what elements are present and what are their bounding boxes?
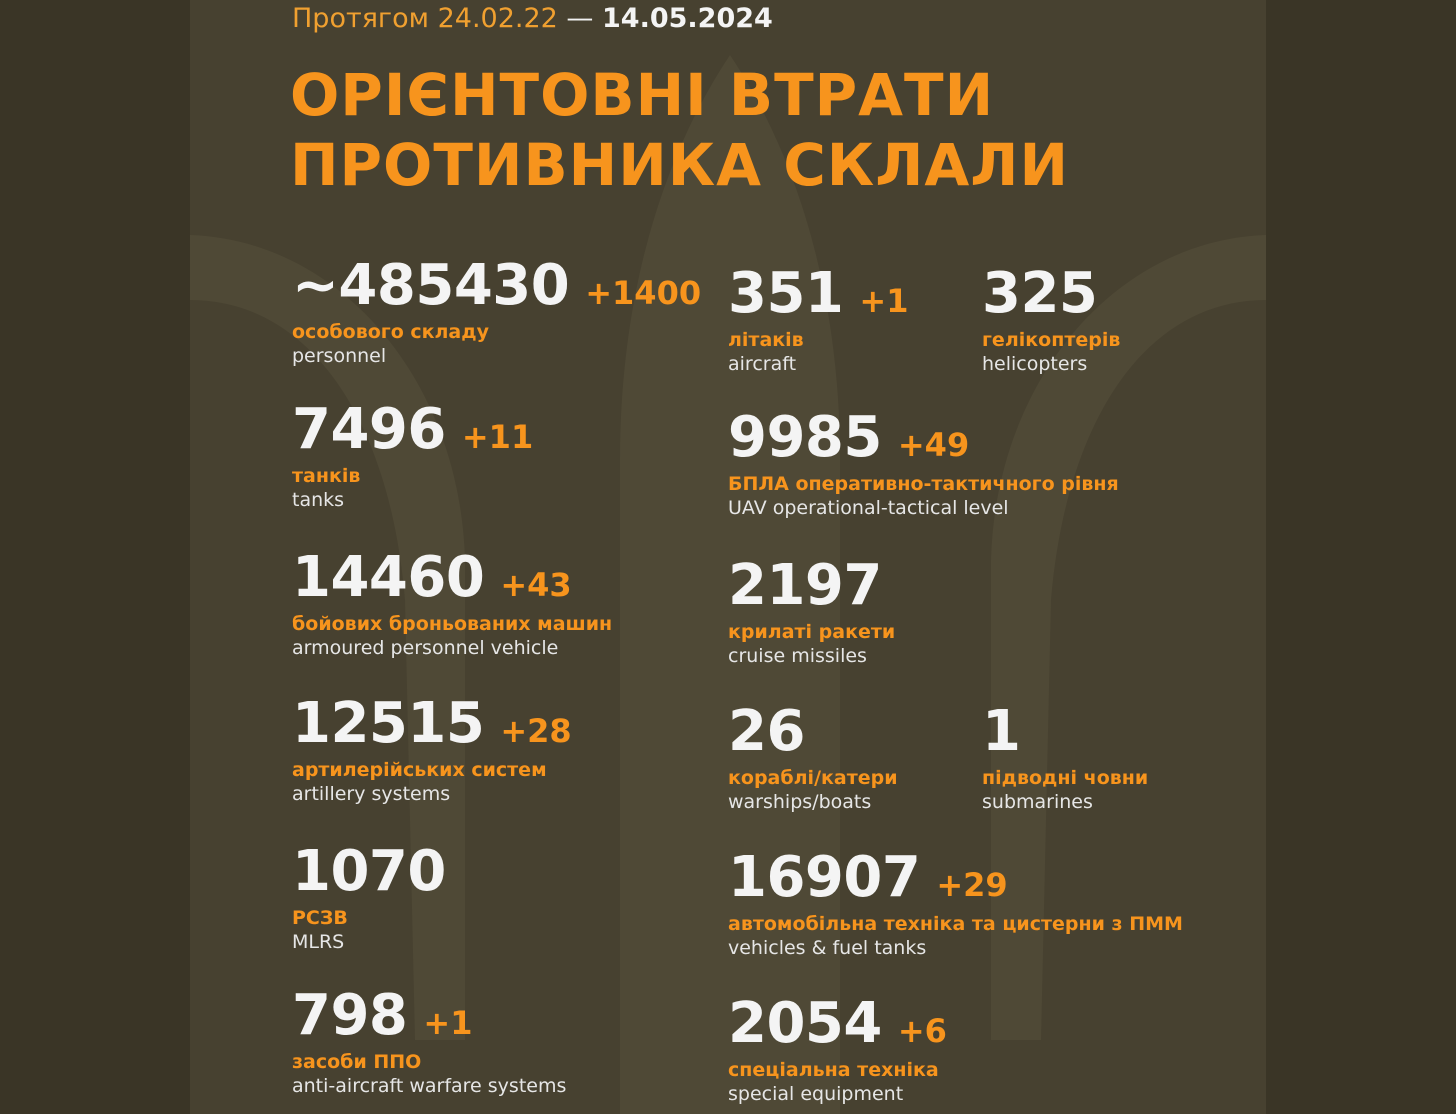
stat-aircraft (728, 261, 909, 376)
stat-delta: +1 (859, 282, 909, 320)
stat-submarines (982, 699, 1149, 814)
stat-label-en: warships/boats (728, 791, 872, 813)
stat-label-en: cruise missiles (728, 645, 867, 667)
stat-value: 26 (728, 699, 805, 764)
stat-label-ua: особового складу (292, 321, 489, 343)
stat-label-en: vehicles & fuel tanks (728, 937, 927, 959)
stat-label-ua: підводні човни (982, 767, 1149, 789)
stat-value: 14460 (292, 545, 485, 610)
stat-helicopters (982, 261, 1121, 376)
stat-value: 7496 (292, 397, 446, 462)
stat-value: 798 (292, 983, 408, 1048)
period-dash: — (566, 3, 594, 34)
stat-anti-aircraft (292, 983, 567, 1098)
stat-label-en: aircraft (728, 353, 797, 375)
period-start: Протягом 24.02.22 (292, 3, 558, 34)
stat-label-ua: засоби ППО (292, 1051, 422, 1073)
stat-label-en: MLRS (292, 931, 345, 953)
stat-warships (728, 699, 898, 814)
stat-label-en: submarines (982, 791, 1093, 813)
stat-label-en: tanks (292, 489, 345, 511)
right-margin (1266, 0, 1456, 1114)
stat-delta: +1 (423, 1004, 473, 1042)
stat-label-en: armoured personnel vehicle (292, 637, 559, 659)
stat-tanks (292, 397, 534, 512)
stat-label-ua: РСЗВ (292, 907, 348, 929)
stat-label-ua: спеціальна техніка (728, 1059, 939, 1081)
stat-label-ua: автомобільна техніка та цистерни з ПММ (728, 913, 1183, 935)
stat-vehicles (728, 845, 1183, 960)
stat-label-en: special equipment (728, 1083, 904, 1105)
stat-label-ua: артилерійських систем (292, 759, 547, 781)
stat-value: 9985 (728, 405, 882, 470)
stat-artillery (292, 691, 572, 806)
stat-delta: +43 (500, 566, 572, 604)
stat-value: ~485430 (292, 253, 570, 318)
period-label (292, 2, 773, 36)
page-title (290, 60, 1069, 200)
stat-label-ua: бойових броньованих машин (292, 613, 613, 635)
stat-label-en: helicopters (982, 353, 1088, 375)
stat-value: 16907 (728, 845, 921, 910)
stat-mlrs (292, 839, 446, 954)
stat-delta: +28 (500, 712, 572, 750)
stat-label-ua: літаків (728, 329, 804, 351)
stat-personnel (292, 253, 702, 368)
stat-label-en: anti-aircraft warfare systems (292, 1075, 567, 1097)
stat-delta: +1400 (585, 274, 702, 312)
title-line-1: ОРІЄНТОВНІ ВТРАТИ (290, 61, 995, 129)
stat-special-equipment (728, 991, 947, 1106)
stat-delta: +6 (897, 1012, 947, 1050)
stat-label-ua: БПЛА оперативно-тактичного рівня (728, 473, 1119, 495)
stat-value: 1 (982, 699, 1021, 764)
title-line-2: ПРОТИВНИКА СКЛАЛИ (290, 131, 1069, 199)
stat-delta: +29 (936, 866, 1008, 904)
stat-uav (728, 405, 1119, 520)
left-margin (0, 0, 190, 1114)
stat-value: 1070 (292, 839, 446, 904)
stat-label-en: artillery systems (292, 783, 451, 805)
stat-label-ua: кораблі/катери (728, 767, 898, 789)
stat-delta: +11 (461, 418, 534, 456)
stat-label-ua: гелікоптерів (982, 329, 1121, 351)
period-end: 14.05.2024 (602, 3, 773, 34)
stat-value: 2197 (728, 553, 882, 618)
stat-armoured-vehicles (292, 545, 613, 660)
stat-label-ua: крилаті ракети (728, 621, 896, 643)
stat-label-ua: танків (292, 465, 361, 487)
stat-label-en: UAV operational-tactical level (728, 497, 1009, 519)
stat-label-en: personnel (292, 345, 387, 367)
stat-delta: +49 (897, 426, 970, 464)
stat-value: 12515 (292, 691, 485, 756)
stat-value: 351 (728, 261, 844, 326)
stat-value: 325 (982, 261, 1098, 326)
stat-value: 2054 (728, 991, 882, 1056)
stat-cruise-missiles (728, 553, 896, 668)
